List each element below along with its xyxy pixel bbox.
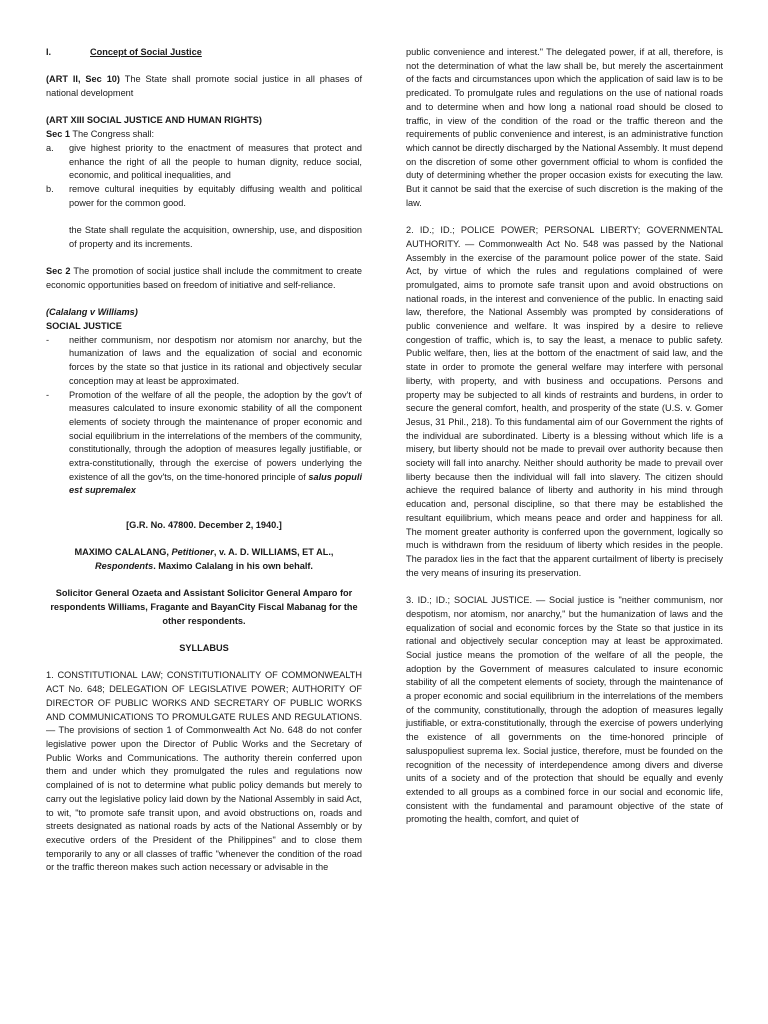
list-item-text: neither communism, nor despotism nor atomism nor anarchy, but the humanization of laws and the equalization of social and economic forces by the state so that justice in its rational and objectively secular conception may at least be approximated. bbox=[69, 334, 362, 386]
social-justice-heading: SOCIAL JUSTICE bbox=[46, 320, 122, 331]
right-column bbox=[406, 46, 723, 827]
sec1-ref: Sec 1 bbox=[46, 129, 71, 140]
sec2-paragraph bbox=[46, 265, 362, 292]
art2-text: The State shall promote social justice in all phases of national development bbox=[46, 74, 362, 99]
list-marker: - bbox=[46, 334, 50, 345]
syllabus-1-caps: 1. CONSTITUTIONAL LAW; CONSTITUTIONALITY OF COMMONWEALTH ACT No. 648; DELEGATION OF LEGISLATIVE POWER; AUTHORITY OF DIRECTOR OF PUBLIC WORKS AND SECRETARY OF PUBLIC WORKS AND COMMUNICATIONS TO PROMULGATE RULES AND REGULATIONS. bbox=[46, 670, 362, 722]
section-heading bbox=[46, 46, 362, 60]
sec1-line bbox=[46, 128, 362, 142]
syllabus-2-text: — Commonwealth Act No. 548 was passed by the National Assembly in the exercise of the paramount police power of the state. Said Act, by virtue of which the rules and regulations complained of were promulgated, aims to promote safe transit upon and avoid obstructions on national roads, in the interest and convenience of the public. In enacting said law, therefore, the National Assembly was prompted by considerations of public convenience and welfare. It was inspired by a desire to relieve congestion of traffic, which is, to say the least, a menace to public safety. Public welfare, then, lies at the bottom of the enactment of said law, and the state in order to promote the general welfare may interfere with personal liberty, with property, and with business and occupations. Persons and property may be subjected to all kinds of restraints and burdens, in order to secure the general comfort, health, and prosperity of the state (U.S. v. Gomer Jesus, 31 Phil., 218). To this fundamental aim of our Government the rights of the individual are subordinated. Liberty is a blessing without which life is a misery, but liberty should not be made to prevail over authority because then society will fall into anarchy. Neither should authority be made to prevail over liberty because then the individual will fall into slavery. The citizen should achieve the required balance of liberty and authority in his mind through education and, personal discipline, so that there may be established the resultant equilibrium, which means peace and order and happiness for all. The moment greater authority is conferred upon the government, logically so much is withdrawn from the residuum of liberty which resides in the people. The paradox lies in the fact that the apparent curtailment of liberty is precisely the very means of insuring its preservation. bbox=[406, 238, 723, 578]
respondent-names: , v. A. D. WILLIAMS, ET AL., bbox=[213, 547, 334, 558]
sec1-note: the State shall regulate the acquisition, ownership, use, and disposition of property and its increments. bbox=[69, 225, 362, 249]
list-item bbox=[46, 334, 362, 389]
art2-ref: (ART II, Sec 10) bbox=[46, 74, 120, 85]
section-title: Concept of Social Justice bbox=[90, 47, 202, 57]
gr-number: [G.R. No. 47800. December 2, 1940.] bbox=[126, 519, 282, 530]
sec1-list bbox=[46, 142, 362, 211]
petitioner-role: Petitioner bbox=[171, 547, 214, 558]
art13-heading: (ART XIII SOCIAL JUSTICE AND HUMAN RIGHTS) bbox=[46, 115, 262, 126]
syllabus-paragraph-1-cont: public convenience and interest." The delegated power, if at all, therefore, is not the determination of what the law shall be, but merely the ascertainment of the facts and circumstances upon which the application of said law is to be predicated. To promulgate rules and regulations on the use of national roads and to determine when and how long a national road should be closed to traffic, in view of the condition of the road or the traffic thereon and the requirements of public convenience and interest, is an administrative function which cannot be directly discharged by the National Assembly. It must depend on the discretion of some other government official to whom is confided the duty of determining whether the proper occasion exists for executing the law. But it cannot be said that the exercise of such discretion is the making of the law. bbox=[406, 47, 723, 208]
counsel: Solicitor General Ozaeta and Assistant Solicitor General Amparo for respondents Williams, Fragante and BayanCity Fiscal Mabanag for the other respondents. bbox=[50, 588, 358, 626]
syllabus-3-caps: 3. ID.; ID.; SOCIAL JUSTICE. bbox=[406, 595, 533, 606]
syllabus-2-caps: 2. ID.; ID.; POLICE POWER; PERSONAL LIBERTY; GOVERNMENTAL AUTHORITY. bbox=[406, 225, 723, 249]
case-reference: (Calalang v Williams) bbox=[46, 307, 138, 318]
respondent-role: Respondents bbox=[95, 560, 154, 571]
list-item bbox=[46, 389, 362, 499]
list-marker: - bbox=[46, 389, 50, 400]
list-item-text: Promotion of the welfare of all the people, the adoption by the gov't of measures calculated to insure exonomic stability of all the component elements of society through the maintenance of proper economic and social equilibrium in the interrelations of the members of the community, constitutionally, through the adoption of measures legally justifiable, or extra-constitutionally, through the exercise of powers underlying the existence of all the gov'ts, on the time-honored principle of bbox=[69, 389, 362, 482]
syllabus-1-text: — The provisions of section 1 of Commonwealth Act No. 648 do not confer legislative power upon the Director of Public Works and the Secretary of Public Works and Communications. The authority therein conferred upon them and under which they promulgated the rules and regulations now complained of is not to determine what public policy demands but merely to carry out the legislative policy laid down by the National Assembly in said Act, to wit, "to promote safe transit upon, and avoid obstructions on, roads and streets designated as national roads by acts of the National Assembly or by executive orders of the President of the Philippines" and to close them temporarily to any or all classes of traffic "whenever the condition of the road or the traffic thereon makes such action necessary or advisable in the bbox=[46, 725, 362, 873]
list-item bbox=[46, 183, 362, 210]
sec2-ref: Sec 2 bbox=[46, 266, 71, 277]
maxim-text: salus populi est supremalex bbox=[69, 471, 363, 496]
list-item-text: remove cultural inequities by equitably diffusing wealth and political power for the common good. bbox=[69, 184, 362, 208]
syllabus-3-text: — Social justice is "neither communism, nor despotism, nor atomism, nor anarchy," but the humanization of laws and the equalization of social and economic forces by the State so that justice in its rational and objectively secular conception may at least be approximated. Social justice means the promotion of the welfare of all the people, the adoption by the Government of measures calculated to insure economic stability of all the competent elements of society, through the maintenance of a proper economic and social equilibrium in the interrelations of the members of the community, constitutionally, through the adoption of measures legally justifiable, or extra-constitutionally, through the exercise of powers underlying the existence of all governments on the time-honored principle of saluspopuliest suprema lex. Social justice, therefore, must be founded on the recognition of the necessity of interdependence among divers and diverse units of a society and of the protection that should be equally and evenly extended to all groups as a combined force in our social and economic life, consistent with the fundamental and paramount objective of the state of promoting the health, comfort, and quiet of bbox=[406, 595, 723, 825]
syllabus-paragraph-1 bbox=[46, 669, 362, 875]
syllabus-paragraph-3 bbox=[406, 594, 723, 827]
case-parties bbox=[46, 546, 362, 573]
list-marker: a. bbox=[46, 142, 54, 153]
art2-paragraph bbox=[46, 73, 362, 100]
left-column bbox=[46, 46, 362, 875]
sec2-text: The promotion of social justice shall include the commitment to create economic opportunities based on freedom of initiative and self-reliance. bbox=[46, 266, 362, 290]
syllabus-paragraph-2 bbox=[406, 224, 723, 580]
syllabus-heading: SYLLABUS bbox=[179, 643, 229, 654]
list-item bbox=[46, 142, 362, 183]
list-marker: b. bbox=[46, 184, 54, 194]
section-number: I. bbox=[46, 47, 52, 57]
parties-tail: . Maximo Calalang in his own behalf. bbox=[153, 560, 313, 571]
list-item-text: give highest priority to the enactment of measures that protect and enhance the right of all the people to human dignity, reduce social, economic, and political inequalities, and bbox=[69, 142, 362, 181]
sec1-text: The Congress shall: bbox=[70, 129, 155, 140]
petitioner-name: MAXIMO CALALANG, bbox=[74, 547, 172, 558]
social-justice-list bbox=[46, 334, 362, 498]
